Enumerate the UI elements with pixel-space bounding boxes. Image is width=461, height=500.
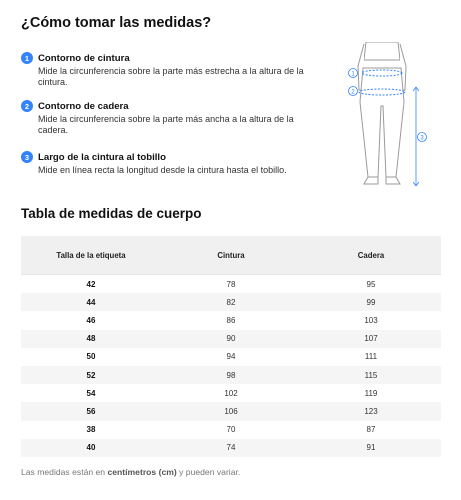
step-hip xyxy=(21,100,321,136)
hip-cell: 103 xyxy=(364,315,378,325)
column-header-waist: Cintura xyxy=(161,236,301,275)
table-row xyxy=(21,311,441,329)
table-row xyxy=(21,330,441,348)
hip-cell: 107 xyxy=(301,330,441,348)
table-row xyxy=(21,402,441,420)
hip-cell: 119 xyxy=(364,388,378,398)
waist-cell: 70 xyxy=(226,425,236,435)
waist-cell: 94 xyxy=(226,352,236,362)
size-cell: 56 xyxy=(21,402,161,420)
waist-marker-label: 1 xyxy=(351,71,355,78)
step-description: Mide la circunferencia sobre la parte más ancha a la altura de la cadera. xyxy=(38,114,294,135)
table-row xyxy=(21,384,441,402)
size-table xyxy=(21,236,441,457)
size-cell: 48 xyxy=(21,330,161,348)
step-title: Largo de la cintura al tobillo xyxy=(38,151,166,163)
size-cell: 52 xyxy=(21,366,161,384)
step-waist xyxy=(21,52,321,88)
hip-cell: 111 xyxy=(364,352,378,362)
size-cell: 44 xyxy=(21,293,161,311)
size-cell: 38 xyxy=(86,425,96,435)
step-number-badge: 1 xyxy=(21,52,33,64)
size-table-title: Tabla de medidas de cuerpo xyxy=(21,206,202,221)
step-title: Contorno de cadera xyxy=(38,100,129,112)
hip-cell: 87 xyxy=(366,425,376,435)
table-header-row xyxy=(21,236,441,275)
step-description: Mide en línea recta la longitud desde la cintura hasta el tobillo. xyxy=(38,165,287,175)
table-row xyxy=(21,348,441,366)
size-cell: 50 xyxy=(86,352,96,362)
waist-cell: 86 xyxy=(226,315,236,325)
step-description: Mide la circunferencia sobre la parte más estrecha a la altura de la cintura. xyxy=(38,66,304,87)
hip-cell: 123 xyxy=(301,402,441,420)
note-suffix: y pueden variar. xyxy=(179,467,241,477)
size-cell: 42 xyxy=(86,279,96,289)
waist-cell: 74 xyxy=(161,439,301,457)
table-row xyxy=(21,293,441,311)
step-title: Contorno de cintura xyxy=(38,52,130,64)
column-header-size: Talla de la etiqueta xyxy=(21,236,161,275)
waist-cell: 82 xyxy=(161,293,301,311)
page-title: ¿Cómo tomar las medidas? xyxy=(21,15,212,31)
measurement-note xyxy=(21,467,240,477)
size-cell: 54 xyxy=(86,388,96,398)
waist-cell: 78 xyxy=(226,279,236,289)
hip-cell: 115 xyxy=(301,366,441,384)
step-number-badge: 2 xyxy=(21,100,33,112)
step-number-badge: 3 xyxy=(21,151,33,163)
column-header-hip: Cadera xyxy=(301,236,441,275)
hip-cell: 95 xyxy=(366,279,376,289)
note-unit: centímetros (cm) xyxy=(107,467,177,477)
table-row xyxy=(21,439,441,457)
step-waist-to-ankle xyxy=(21,151,321,176)
table-row xyxy=(21,275,441,294)
table-row xyxy=(21,421,441,439)
length-marker-label: 3 xyxy=(420,135,424,142)
size-cell: 46 xyxy=(86,315,96,325)
table-row xyxy=(21,366,441,384)
hip-cell: 91 xyxy=(301,439,441,457)
waist-cell: 106 xyxy=(161,402,301,420)
hip-marker-label: 2 xyxy=(351,89,355,96)
note-prefix: Las medidas están en xyxy=(21,467,106,477)
size-cell: 40 xyxy=(21,439,161,457)
waist-cell: 98 xyxy=(161,366,301,384)
pants-measurement-figure-icon xyxy=(338,42,442,192)
hip-cell: 99 xyxy=(301,293,441,311)
waist-cell: 102 xyxy=(224,388,238,398)
waist-cell: 90 xyxy=(161,330,301,348)
